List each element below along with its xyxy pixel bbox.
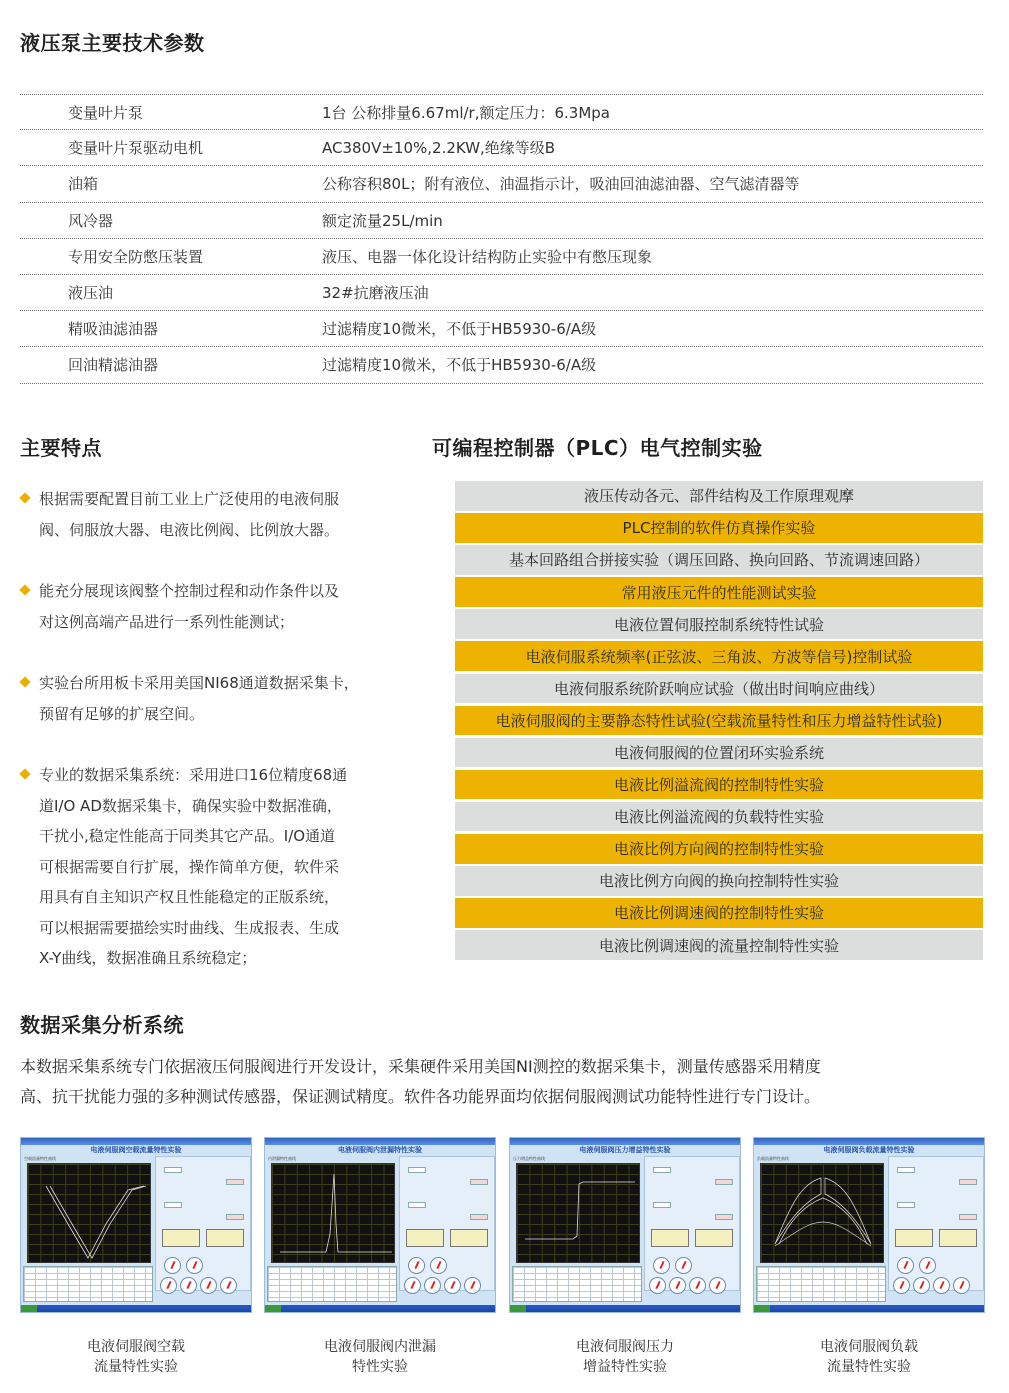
characteristic-plot [516, 1163, 640, 1263]
features-list [20, 484, 400, 1005]
start-button [510, 1305, 526, 1312]
characteristic-plot [271, 1163, 395, 1263]
paragraph-line: 高、抗干扰能力强的多种测试传感器，保证测试精度。软件各功能界面均依据伺服阀测试功能特性进行专门设计。 [20, 1087, 821, 1106]
spec-row [20, 239, 983, 275]
pressure-gauge [933, 1277, 950, 1294]
paragraph-line: 本数据采集系统专门依据液压伺服阀进行开发设计，采集硬件采用美国NI测控的数据采集卡，测量传感器采用精度 [20, 1057, 821, 1076]
pressure-gauge [444, 1277, 461, 1294]
feature-item [20, 576, 400, 637]
plc-section-title: 可编程控制器（PLC）电气控制实验 [432, 436, 763, 460]
caption-line: 流量特性实验 [94, 1359, 178, 1375]
features-section-title: 主要特点 [20, 436, 102, 460]
screenshot-caption [509, 1337, 741, 1377]
feature-line: 根据需要配置目前工业上广泛使用的电液伺服 [39, 490, 340, 508]
pressure-gauge [200, 1277, 217, 1294]
spec-row [20, 275, 983, 311]
plc-experiment-item: 电液比例调速阀的流量控制特性实验 [455, 930, 983, 960]
panel-button [959, 1214, 977, 1220]
analog-meter [939, 1229, 977, 1247]
pressure-gauge [709, 1277, 726, 1294]
spec-row [20, 311, 983, 347]
taskbar [265, 1305, 495, 1312]
spec-section-title: 液压泵主要技术参数 [20, 31, 205, 55]
pressure-gauge [893, 1277, 910, 1294]
data-table [267, 1266, 397, 1302]
caption-line: 电液伺服阀内泄漏 [324, 1339, 436, 1355]
plc-experiment-item: 液压传动各元、部件结构及工作原理观摩 [455, 481, 983, 511]
pressure-gauge [675, 1257, 692, 1274]
spec-row [20, 203, 983, 239]
software-screenshot [264, 1137, 496, 1313]
panel-button [408, 1202, 426, 1208]
diamond-bullet-icon [19, 492, 30, 503]
taskbar [510, 1305, 740, 1312]
feature-line: 干扰小,稳定性能高于同类其它产品。I/O通道 [39, 827, 336, 845]
pressure-gauge [186, 1257, 203, 1274]
pressure-gauge [180, 1277, 197, 1294]
pressure-gauge [164, 1257, 181, 1274]
diamond-bullet-icon [19, 768, 30, 779]
pressure-gauge [404, 1277, 421, 1294]
caption-line: 电液伺服阀压力 [576, 1339, 674, 1355]
feature-line: 可根据需要自行扩展，操作简单方便，软件采 [39, 857, 340, 876]
app-title: 电液伺服阀空载流量特性实验 [90, 1145, 182, 1154]
plc-experiment-item: 电液伺服阀的位置闭环实验系统 [455, 738, 983, 768]
spec-value: AC380V±10%,2.2KW,绝缘等级B [322, 139, 556, 158]
panel-button [715, 1179, 733, 1185]
data-table [23, 1266, 153, 1302]
spec-key: 油箱 [68, 175, 99, 194]
panel-button [715, 1214, 733, 1220]
app-title: 电液伺服阀压力增益特性实验 [579, 1145, 671, 1154]
data-table [756, 1266, 886, 1302]
panel-button [897, 1202, 915, 1208]
spec-row [20, 347, 983, 383]
plc-experiment-item: 电液比例调速阀的控制特性实验 [455, 898, 983, 928]
panel-button [897, 1167, 915, 1173]
pressure-gauge [669, 1277, 686, 1294]
window-titlebar [21, 1138, 251, 1145]
panel-button [226, 1179, 244, 1185]
plc-experiment-item: 电液伺服系统频率(正弦波、三角波、方波等信号)控制试验 [455, 641, 983, 671]
control-panel [888, 1156, 984, 1291]
plot-label: 空载流量特性曲线 [24, 1156, 56, 1161]
caption-line: 电液伺服阀负载 [820, 1339, 918, 1355]
spec-value: 过滤精度10微米，不低于HB5930-6/A级 [322, 356, 597, 375]
screenshot-caption [753, 1337, 985, 1377]
spec-value: 公称容积80L；附有液位、油温指示计，吸油回油滤油器、空气滤清器等 [322, 175, 800, 194]
pressure-gauge [953, 1277, 970, 1294]
feature-item [20, 668, 400, 729]
feature-line: 可以根据需要描绘实时曲线、生成报表、生成 [39, 918, 340, 937]
control-panel [155, 1156, 251, 1291]
software-screenshot [753, 1137, 985, 1313]
control-panel [644, 1156, 740, 1291]
plc-experiment-item: PLC控制的软件仿真操作实验 [455, 513, 983, 543]
caption-line: 增益特性实验 [583, 1359, 667, 1375]
analog-meter [695, 1229, 733, 1247]
pressure-gauge [430, 1257, 447, 1274]
caption-line: 流量特性实验 [827, 1359, 911, 1375]
spec-value: 额定流量25L/min [322, 211, 443, 230]
spec-value: 1台 公称排量6.67ml/r,额定压力：6.3Mpa [322, 103, 610, 122]
pressure-gauge [424, 1277, 441, 1294]
feature-line: 能充分展现该阀整个控制过程和动作条件以及 [39, 582, 340, 600]
spec-key: 精吸油滤油器 [68, 320, 159, 339]
feature-line: 道I/O AD数据采集卡，确保实验中数据准确， [39, 796, 342, 815]
window-titlebar [265, 1138, 495, 1145]
feature-item [20, 484, 400, 545]
panel-button [408, 1167, 426, 1173]
feature-line: 对这例高端产品进行一系列性能测试； [39, 612, 295, 631]
feature-line: 实验台所用板卡采用美国NI68通道数据采集卡， [39, 674, 359, 692]
screenshot-caption [264, 1337, 496, 1377]
panel-button [653, 1202, 671, 1208]
feature-line: 专业的数据采集系统：采用进口16位精度68通 [39, 766, 348, 784]
feature-line: 预留有足够的扩展空间。 [39, 704, 205, 723]
panel-button [470, 1179, 488, 1185]
plc-experiment-item: 常用液压元件的性能测试实验 [455, 577, 983, 607]
app-title: 电液伺服阀内泄漏特性实验 [338, 1145, 422, 1154]
start-button [21, 1305, 37, 1312]
feature-line: 用具有自主知识产权且性能稳定的正版系统， [39, 888, 340, 906]
plc-experiment-item: 电液比例溢流阀的控制特性实验 [455, 770, 983, 800]
pressure-gauge [220, 1277, 237, 1294]
pressure-gauge [408, 1257, 425, 1274]
pressure-gauge [653, 1257, 670, 1274]
analog-meter [206, 1229, 244, 1247]
pressure-gauge [649, 1277, 666, 1294]
diamond-bullet-icon [19, 676, 30, 687]
plc-experiment-list [455, 481, 983, 962]
feature-line: 阀、伺服放大器、电液比例阀、比例放大器。 [39, 520, 340, 539]
data-section-title: 数据采集分析系统 [20, 1013, 184, 1037]
plc-experiment-item: 电液比例溢流阀的负载特性实验 [455, 802, 983, 832]
spec-row [20, 166, 983, 202]
plc-experiment-item: 电液位置伺服控制系统特性试验 [455, 609, 983, 639]
spec-table [20, 94, 983, 384]
plc-experiment-item: 电液比例方向阀的换向控制特性实验 [455, 866, 983, 896]
plc-experiment-item: 基本回路组合拼接实验（调压回路、换向回路、节流调速回路） [455, 545, 983, 575]
diamond-bullet-icon [19, 584, 30, 595]
panel-button [226, 1214, 244, 1220]
pressure-gauge [689, 1277, 706, 1294]
start-button [265, 1305, 281, 1312]
panel-button [959, 1179, 977, 1185]
panel-button [164, 1202, 182, 1208]
pressure-gauge [464, 1277, 481, 1294]
spec-value: 32#抗磨液压油 [322, 284, 429, 303]
spec-value: 过滤精度10微米，不低于HB5930-6/A级 [322, 320, 597, 339]
pressure-gauge [160, 1277, 177, 1294]
spec-key: 专用安全防憋压装置 [68, 247, 204, 266]
window-titlebar [510, 1138, 740, 1145]
pressure-gauge [919, 1257, 936, 1274]
spec-key: 液压油 [68, 284, 114, 303]
app-title: 电液伺服阀负载流量特性实验 [823, 1145, 915, 1154]
analog-meter [895, 1229, 933, 1247]
plot-label: 内泄漏特性曲线 [268, 1156, 296, 1161]
software-screenshot [509, 1137, 741, 1313]
feature-item [20, 760, 400, 974]
spec-row [20, 130, 983, 166]
panel-button [653, 1167, 671, 1173]
analog-meter [450, 1229, 488, 1247]
plc-experiment-item: 电液伺服阀的主要静态特性试验(空载流量特性和压力增益特性试验) [455, 706, 983, 736]
software-screenshot [20, 1137, 252, 1313]
taskbar [754, 1305, 984, 1312]
spec-key: 变量叶片泵驱动电机 [68, 139, 204, 158]
spec-value: 液压、电器一体化设计结构防止实验中有憋压现象 [322, 247, 653, 266]
screenshot-caption [20, 1337, 252, 1377]
analog-meter [406, 1229, 444, 1247]
taskbar [21, 1305, 251, 1312]
spec-key: 风冷器 [68, 211, 114, 230]
pressure-gauge [913, 1277, 930, 1294]
analog-meter [651, 1229, 689, 1247]
panel-button [164, 1167, 182, 1173]
plot-label: 负载流量特性曲线 [757, 1156, 789, 1161]
panel-button [470, 1214, 488, 1220]
caption-line: 电液伺服阀空载 [87, 1339, 185, 1355]
analog-meter [162, 1229, 200, 1247]
feature-line: X-Y曲线，数据准确且系统稳定； [39, 949, 257, 967]
data-table [512, 1266, 642, 1302]
plot-label: 压力增益特性曲线 [513, 1156, 545, 1161]
pressure-gauge [897, 1257, 914, 1274]
spec-key: 变量叶片泵 [68, 103, 144, 122]
characteristic-plot [27, 1163, 151, 1263]
spec-key: 回油精滤油器 [68, 356, 159, 375]
data-section-paragraph [20, 1052, 990, 1112]
plc-experiment-item: 电液比例方向阀的控制特性实验 [455, 834, 983, 864]
caption-line: 特性实验 [352, 1359, 408, 1375]
characteristic-plot [760, 1163, 884, 1263]
plc-experiment-item: 电液伺服系统阶跃响应试验（做出时间响应曲线） [455, 674, 983, 704]
spec-row [20, 94, 983, 130]
window-titlebar [754, 1138, 984, 1145]
start-button [754, 1305, 770, 1312]
control-panel [399, 1156, 495, 1291]
